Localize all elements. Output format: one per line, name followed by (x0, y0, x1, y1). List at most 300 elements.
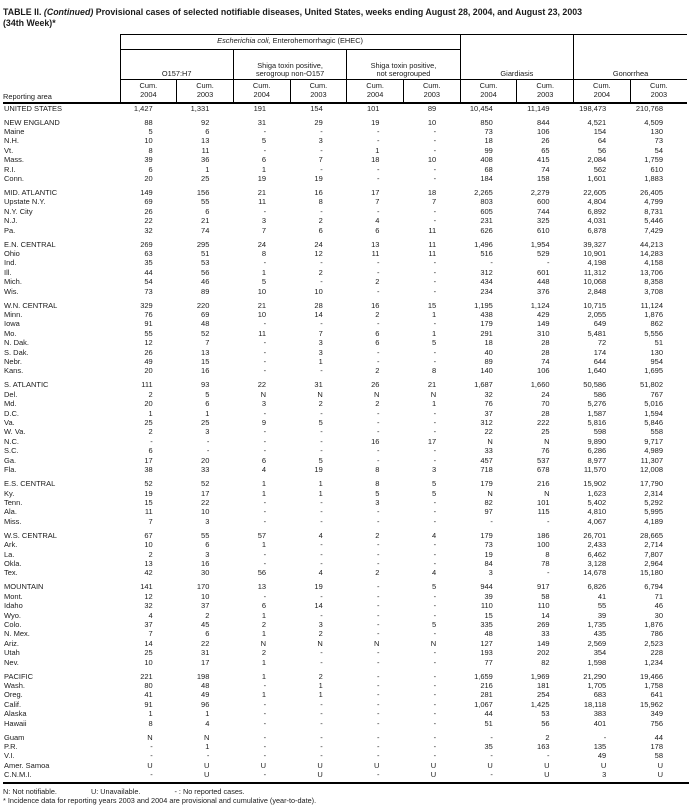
data-cell: 179 (480, 479, 493, 489)
data-cell: 31 (257, 117, 267, 127)
data-cell: - (433, 657, 437, 667)
data-cell: 12 (314, 248, 323, 258)
data-cell: 10,454 (469, 103, 493, 113)
row-label-cell: V.I. (4, 751, 15, 761)
data-cell: 310 (537, 328, 550, 338)
data-cell: 54 (654, 145, 663, 155)
data-cell: - (320, 507, 323, 517)
data-cell: 6 (375, 338, 380, 348)
data-cell: 19 (257, 173, 267, 183)
table-row (3, 620, 687, 629)
data-cell: 7,807 (644, 549, 663, 559)
row-label-cell: Upstate N.Y. (4, 197, 46, 207)
data-cell: 601 (537, 267, 550, 277)
data-cell: 48 (484, 629, 493, 639)
data-cell: 82 (541, 657, 550, 667)
data-cell: - (376, 770, 380, 780)
data-cell: - (376, 357, 380, 367)
data-cell: 96 (201, 699, 210, 709)
data-cell: 3 (488, 568, 493, 578)
table-row (3, 568, 687, 577)
row-label-cell: La. (4, 549, 15, 559)
data-cell: 4,189 (644, 516, 663, 526)
data-cell: - (376, 657, 380, 667)
cum-year-header: Cum. 2003 (403, 79, 460, 103)
data-cell: 36 (201, 155, 210, 165)
table-row (3, 226, 687, 235)
data-cell: 1,623 (587, 488, 607, 498)
data-cell: 5 (148, 126, 153, 136)
data-cell: 25 (541, 427, 550, 437)
row-label-cell: Ill. (4, 267, 12, 277)
data-cell: 28,665 (640, 530, 663, 540)
data-cell: 7 (261, 225, 267, 235)
data-cell: 9,890 (587, 436, 607, 446)
data-cell: 78 (541, 558, 550, 568)
data-cell: 5 (431, 479, 437, 489)
data-cell: 401 (593, 718, 607, 728)
data-cell: - (433, 357, 437, 367)
data-cell: 2 (261, 619, 267, 629)
data-cell: 14,678 (583, 568, 607, 578)
data-cell: 954 (650, 357, 663, 367)
data-cell: - (263, 427, 267, 437)
data-cell: 598 (593, 427, 607, 437)
data-cell: 16 (371, 436, 380, 446)
data-cell: 6 (148, 164, 153, 174)
table-row (3, 277, 687, 286)
data-cell: - (376, 126, 380, 136)
data-cell: - (433, 408, 437, 418)
table-continued-label: (Continued) (43, 7, 94, 17)
data-cell: 21 (427, 380, 437, 390)
table-row (3, 301, 687, 310)
table-row (3, 409, 687, 418)
data-cell: 82 (484, 497, 493, 507)
row-label-cell: E.N. CENTRAL (4, 239, 56, 249)
data-cell: - (263, 126, 267, 136)
data-cell: 2 (148, 389, 153, 399)
data-cell: 6,878 (587, 225, 607, 235)
data-cell: - (547, 751, 550, 761)
data-cell: - (376, 540, 380, 550)
data-cell: 35 (144, 258, 153, 268)
data-cell: 101 (366, 103, 380, 113)
data-cell: 269 (537, 619, 550, 629)
table-row (3, 146, 687, 155)
data-cell: 7 (148, 516, 153, 526)
data-cell: 2 (148, 549, 153, 559)
data-cell: - (376, 648, 380, 658)
data-cell: 1,876 (644, 310, 663, 319)
data-cell: 53 (201, 258, 210, 268)
table-row (3, 639, 687, 648)
data-cell: U (487, 760, 493, 770)
data-cell: 12 (144, 338, 153, 348)
data-cell: 26,701 (583, 530, 607, 540)
row-label-cell: Tenn. (4, 497, 23, 507)
data-cell: 15 (484, 610, 493, 620)
data-cell: - (263, 206, 267, 216)
data-cell: - (376, 751, 380, 761)
data-cell: 5 (431, 338, 437, 348)
data-cell: 429 (537, 310, 550, 319)
data-cell: 210,768 (635, 103, 663, 113)
data-cell: - (320, 699, 323, 709)
data-cell: N (487, 436, 493, 446)
data-cell: 110 (480, 601, 493, 611)
data-cell: - (433, 629, 437, 639)
data-cell: - (376, 629, 380, 639)
data-cell: 1,594 (644, 408, 663, 418)
data-cell: 76 (541, 446, 550, 456)
data-cell: 1 (375, 145, 380, 155)
data-cell: 11 (371, 248, 380, 258)
row-label-cell: Wyo. (4, 610, 22, 620)
data-cell: - (263, 366, 267, 376)
data-cell: 5,816 (587, 418, 607, 428)
data-cell: 25 (144, 648, 153, 658)
data-cell: 1 (148, 408, 153, 418)
data-cell: 8,977 (587, 455, 607, 465)
data-cell: 179 (480, 530, 493, 540)
data-cell: 312 (480, 267, 493, 277)
table-row (3, 540, 687, 549)
data-cell: 106 (537, 126, 550, 136)
data-cell: 25 (201, 418, 210, 428)
data-cell: 48 (201, 319, 210, 329)
data-cell: - (433, 267, 437, 277)
data-cell: 7 (205, 338, 210, 348)
data-cell: - (376, 681, 380, 690)
table-row (3, 498, 687, 507)
data-cell: - (490, 516, 493, 526)
table-row (3, 127, 687, 136)
data-cell: 2 (375, 399, 380, 409)
data-cell: 69 (201, 310, 210, 319)
data-cell: 80 (144, 681, 153, 690)
row-label-cell: Calif. (4, 699, 22, 709)
data-cell: 10 (427, 155, 437, 165)
data-cell: 88 (144, 117, 153, 127)
data-cell: 11,307 (640, 455, 663, 465)
data-cell: 1,587 (587, 408, 607, 418)
data-cell: 6 (318, 225, 323, 235)
data-cell: 1,969 (530, 671, 550, 681)
data-cell: 8,358 (644, 277, 663, 287)
data-cell: 55 (201, 197, 210, 207)
row-label-cell: N. Mex. (4, 629, 30, 639)
data-cell: - (376, 671, 380, 681)
data-cell: 17 (201, 657, 210, 667)
table-row (3, 310, 687, 319)
row-label-cell: Ohio (4, 248, 20, 258)
data-cell: 49 (144, 357, 153, 367)
footnotes (3, 787, 687, 806)
data-cell: 5,276 (587, 399, 607, 409)
data-cell: 73 (144, 286, 153, 296)
data-cell: 448 (537, 277, 550, 287)
data-cell: 18 (371, 155, 380, 165)
table-week-label: (34th Week)* (3, 18, 56, 29)
data-cell: 22 (484, 427, 493, 437)
data-cell: 11 (428, 239, 437, 249)
data-cell: 51 (654, 338, 663, 348)
data-cell: 1 (148, 709, 153, 719)
data-cell: 22,605 (583, 187, 607, 197)
data-cell: 2,055 (587, 310, 607, 319)
data-cell: 12,008 (640, 465, 663, 475)
data-cell: 1 (431, 399, 437, 409)
table-row (3, 136, 687, 145)
data-cell: 610 (650, 164, 663, 174)
data-cell: 26 (144, 206, 153, 216)
data-cell: - (376, 267, 380, 277)
header-line: not serogrouped (376, 69, 431, 79)
data-cell: 181 (537, 681, 550, 690)
data-cell: - (376, 427, 380, 437)
data-cell: - (376, 732, 380, 742)
data-cell: - (433, 164, 437, 174)
table-row (3, 761, 687, 770)
data-cell: 7 (318, 155, 323, 165)
data-cell: 4,509 (644, 117, 663, 127)
data-cell: 77 (484, 657, 493, 667)
data-cell: 56 (597, 145, 607, 155)
data-cell: - (433, 216, 437, 226)
data-cell: N (374, 389, 380, 399)
table-row (3, 601, 687, 610)
data-cell: U (544, 760, 550, 770)
data-cell: - (320, 258, 323, 268)
data-cell: 30 (201, 568, 210, 578)
data-cell: - (320, 436, 323, 446)
data-cell: 349 (650, 709, 663, 719)
data-cell: 10,715 (583, 300, 607, 310)
data-cell: - (263, 558, 267, 568)
data-cell: 140 (480, 366, 493, 376)
data-cell: 2 (318, 267, 323, 277)
header-line: Shiga toxin positive, (257, 60, 323, 70)
data-cell: 33 (201, 465, 210, 475)
row-label-cell: Idaho (4, 601, 23, 611)
data-cell: - (433, 671, 437, 681)
data-cell: 2 (375, 568, 380, 578)
data-cell: 13 (257, 582, 267, 592)
data-cell: - (263, 681, 267, 690)
data-cell: 6 (261, 601, 267, 611)
data-cell: 40 (484, 347, 493, 357)
row-label-cell: P.R. (4, 742, 18, 752)
data-cell: 3 (318, 136, 323, 146)
data-cell: 6 (261, 155, 267, 165)
data-cell: 17 (427, 436, 437, 446)
data-cell: 89 (427, 103, 437, 113)
row-label-cell: W.S. CENTRAL (4, 530, 57, 540)
data-cell: U (544, 770, 550, 780)
data-cell: 5 (431, 488, 437, 498)
data-cell: U (147, 760, 153, 770)
data-cell: 18 (484, 338, 493, 348)
data-cell: 154 (593, 126, 607, 136)
cum-year-header: Cum. 2004 (233, 79, 290, 103)
table-row (3, 672, 687, 681)
data-cell: 49 (597, 751, 607, 761)
data-cell: 101 (537, 497, 550, 507)
data-cell: - (433, 540, 437, 550)
data-cell: U (260, 760, 267, 770)
data-cell: - (547, 516, 550, 526)
data-cell: 1,331 (190, 103, 210, 113)
data-cell: 19,466 (640, 671, 663, 681)
data-cell: 97 (484, 507, 493, 517)
data-cell: U (203, 770, 210, 780)
data-cell: 1,687 (474, 380, 493, 390)
data-cell: 33 (484, 446, 493, 456)
data-cell: - (263, 709, 267, 719)
data-cell: 786 (650, 629, 663, 639)
data-cell: 51 (484, 718, 493, 728)
data-cell: 8 (261, 248, 267, 258)
data-cell: 73 (484, 540, 493, 550)
data-cell: 7,429 (644, 225, 663, 235)
table-bottom-rule (3, 782, 689, 784)
data-cell: 13 (201, 136, 210, 146)
row-label-cell: Mich. (4, 277, 22, 287)
data-cell: 17,790 (640, 479, 663, 489)
data-cell: - (263, 751, 267, 761)
data-cell: 3 (261, 216, 267, 226)
table-row (3, 582, 687, 591)
row-label-cell: Colo. (4, 619, 22, 629)
data-cell: - (320, 558, 323, 568)
data-cell: 2,433 (587, 540, 607, 550)
data-cell: 6,462 (587, 549, 607, 559)
disease-table (3, 34, 687, 780)
data-cell: 2,523 (644, 638, 663, 648)
row-label-cell: W.N. CENTRAL (4, 300, 58, 310)
data-cell: 6 (375, 328, 380, 338)
data-cell: 6 (375, 225, 380, 235)
data-cell: 1,758 (644, 681, 663, 690)
data-cell: 1 (205, 164, 210, 174)
row-label-cell: Iowa (4, 319, 20, 329)
data-cell: 6 (148, 446, 153, 456)
data-cell: 2 (318, 399, 323, 409)
data-cell: 19 (371, 117, 380, 127)
legend-no-reported-cases: - : No reported cases. (174, 786, 245, 796)
table-row (3, 690, 687, 699)
row-label-cell: Conn. (4, 173, 25, 183)
data-cell: 10 (427, 117, 437, 127)
table-row (3, 165, 687, 174)
data-cell: 3 (205, 427, 210, 437)
data-cell: 10 (144, 540, 153, 550)
data-cell: - (320, 742, 323, 752)
data-cell: 1,954 (530, 239, 550, 249)
data-cell: 15 (427, 300, 437, 310)
data-cell: - (433, 418, 437, 428)
data-cell: U (374, 760, 380, 770)
table-row (3, 733, 687, 742)
row-label-cell: Nev. (4, 657, 19, 667)
data-cell: 457 (480, 455, 493, 465)
data-cell: 21 (257, 187, 267, 197)
table-row (3, 390, 687, 399)
data-cell: 135 (593, 742, 607, 752)
data-cell: 1 (318, 357, 323, 367)
data-cell: 11 (428, 248, 437, 258)
table-row (3, 742, 687, 751)
table-title-text: Provisional cases of selected notifiable diseases, United States, weeks ending August 28, 2004, and August 23, 2003 (95, 7, 583, 17)
data-cell: 4 (261, 465, 267, 475)
table-row (3, 155, 687, 164)
data-cell: 2,314 (644, 488, 663, 498)
data-cell: 9 (261, 418, 267, 428)
data-cell: - (433, 286, 437, 296)
data-cell: 100 (537, 540, 550, 550)
data-cell: 434 (480, 277, 493, 287)
data-cell: - (433, 173, 437, 183)
data-cell: 269 (140, 239, 153, 249)
data-cell: 610 (537, 225, 550, 235)
table-row (3, 103, 687, 113)
data-cell: 26,405 (640, 187, 663, 197)
data-cell: 3 (375, 497, 380, 507)
data-cell: 71 (654, 591, 663, 601)
data-cell: - (206, 446, 210, 456)
data-cell: 435 (593, 629, 607, 639)
data-cell: - (433, 507, 437, 517)
data-cell: 312 (480, 418, 493, 428)
data-cell: 1 (205, 709, 210, 719)
data-cell: 5 (261, 136, 267, 146)
table-row (3, 174, 687, 183)
data-cell: 48 (201, 681, 210, 690)
data-cell: - (320, 427, 323, 437)
data-cell: 19 (314, 582, 323, 592)
data-cell: 44 (484, 709, 493, 719)
data-cell: 281 (480, 690, 493, 700)
data-cell: 4,031 (587, 216, 607, 226)
data-cell: 56 (201, 267, 210, 277)
row-label-cell: Tex. (4, 568, 18, 578)
table-row (3, 427, 687, 436)
cum-year-header: Cum. 2003 (290, 79, 347, 103)
table-row (3, 489, 687, 498)
data-cell: 605 (480, 206, 493, 216)
data-cell: 6 (205, 629, 210, 639)
data-cell: 4 (431, 568, 437, 578)
row-label-cell: Alaska (4, 709, 27, 719)
data-cell: 28 (314, 300, 323, 310)
data-cell: 149 (537, 319, 550, 329)
data-cell: 1,735 (587, 619, 607, 629)
table-row (3, 437, 687, 446)
data-cell: 4,804 (587, 197, 607, 207)
data-cell: 1 (261, 610, 267, 620)
data-cell: 53 (541, 709, 550, 719)
data-cell: 18 (484, 136, 493, 146)
data-cell: 1 (318, 690, 323, 700)
data-cell: 149 (537, 638, 550, 648)
data-cell: 15 (144, 497, 153, 507)
data-cell: 5 (318, 455, 323, 465)
footnote-incidence-note: * Incidence data for reporting years 2003 and 2004 are provisional and cumulative (year-to-date). (3, 796, 317, 806)
data-cell: 2,848 (587, 286, 607, 296)
data-cell: 11 (144, 507, 153, 517)
shiga-not-serogrouped-header (347, 49, 460, 79)
